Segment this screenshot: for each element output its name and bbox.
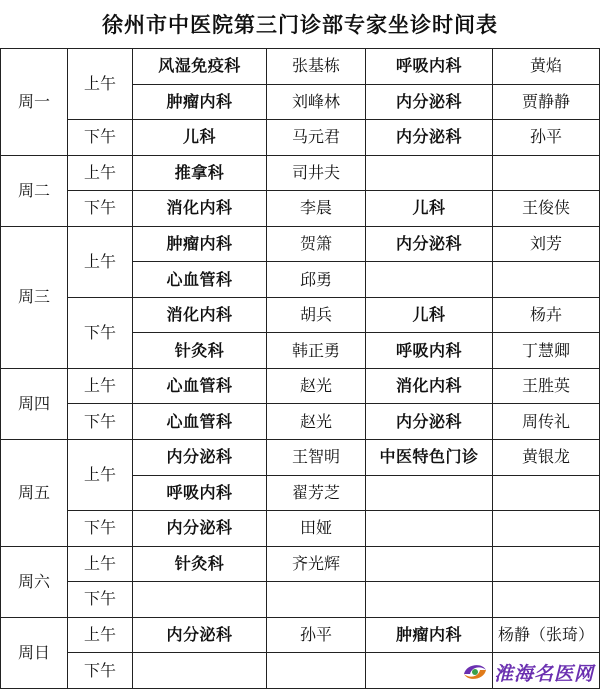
- table-row: [1, 226, 600, 262]
- period-cell: 上午: [68, 617, 133, 653]
- doctor-cell: 黄焰: [493, 49, 600, 85]
- table-row: [1, 546, 600, 582]
- department-cell: [366, 262, 493, 298]
- doctor-cell: 张基栋: [267, 49, 366, 85]
- day-cell: 周二: [1, 155, 68, 226]
- department-cell: 内分泌科: [133, 617, 267, 653]
- doctor-cell: 贺箫: [267, 226, 366, 262]
- period-cell: 下午: [68, 653, 133, 689]
- day-cell: 周日: [1, 617, 68, 688]
- department-cell: 肿瘤内科: [133, 226, 267, 262]
- day-cell: 周六: [1, 546, 68, 617]
- table-row: [1, 368, 600, 404]
- department-cell: [133, 653, 267, 689]
- period-cell: 下午: [68, 297, 133, 368]
- doctor-cell: [493, 155, 600, 191]
- doctor-cell: 王智明: [267, 440, 366, 476]
- period-cell: 下午: [68, 120, 133, 156]
- doctor-cell: 田娅: [267, 511, 366, 547]
- period-cell: 上午: [68, 440, 133, 511]
- day-cell: 周三: [1, 226, 68, 368]
- period-cell: 下午: [68, 404, 133, 440]
- doctor-cell: [267, 653, 366, 689]
- period-cell: 上午: [68, 368, 133, 404]
- doctor-cell: 孙平: [267, 617, 366, 653]
- doctor-cell: 周传礼: [493, 404, 600, 440]
- doctor-cell: 刘峰林: [267, 84, 366, 120]
- period-cell: 下午: [68, 191, 133, 227]
- department-cell: 肿瘤内科: [366, 617, 493, 653]
- doctor-cell: 齐光辉: [267, 546, 366, 582]
- department-cell: 内分泌科: [366, 84, 493, 120]
- department-cell: 儿科: [366, 191, 493, 227]
- period-cell: 上午: [68, 226, 133, 297]
- department-cell: 肿瘤内科: [133, 84, 267, 120]
- department-cell: [366, 546, 493, 582]
- page-title: 徐州市中医院第三门诊部专家坐诊时间表: [102, 12, 498, 37]
- doctor-cell: 丁慧卿: [493, 333, 600, 369]
- table-row: [1, 404, 600, 440]
- watermark: [460, 657, 594, 687]
- doctor-cell: 司井夫: [267, 155, 366, 191]
- department-cell: 消化内科: [133, 297, 267, 333]
- table-row: [1, 155, 600, 191]
- department-cell: 内分泌科: [366, 404, 493, 440]
- department-cell: 消化内科: [366, 368, 493, 404]
- table-row: [1, 617, 600, 653]
- doctor-cell: 黄银龙: [493, 440, 600, 476]
- department-cell: [133, 582, 267, 618]
- period-cell: 下午: [68, 582, 133, 618]
- doctor-cell: [493, 511, 600, 547]
- doctor-cell: 李晨: [267, 191, 366, 227]
- schedule-body: [1, 49, 600, 689]
- table-row: [1, 440, 600, 476]
- department-cell: 呼吸内科: [366, 333, 493, 369]
- department-cell: [366, 582, 493, 618]
- doctor-cell: 贾静静: [493, 84, 600, 120]
- department-cell: 儿科: [366, 297, 493, 333]
- department-cell: 心血管科: [133, 404, 267, 440]
- department-cell: 中医特色门诊: [366, 440, 493, 476]
- doctor-cell: [267, 582, 366, 618]
- department-cell: 内分泌科: [366, 120, 493, 156]
- table-row: [1, 191, 600, 227]
- period-cell: 上午: [68, 49, 133, 120]
- department-cell: [366, 475, 493, 511]
- schedule-table: [0, 48, 600, 689]
- department-cell: 心血管科: [133, 368, 267, 404]
- doctor-cell: 赵光: [267, 368, 366, 404]
- doctor-cell: 王俊侠: [493, 191, 600, 227]
- doctor-cell: [493, 582, 600, 618]
- department-cell: 针灸科: [133, 333, 267, 369]
- department-cell: 心血管科: [133, 262, 267, 298]
- doctor-cell: 邱勇: [267, 262, 366, 298]
- table-row: [1, 49, 600, 85]
- doctor-cell: 杨卉: [493, 297, 600, 333]
- department-cell: 内分泌科: [133, 511, 267, 547]
- day-cell: 周一: [1, 49, 68, 156]
- period-cell: 上午: [68, 546, 133, 582]
- department-cell: 呼吸内科: [366, 49, 493, 85]
- doctor-cell: [493, 475, 600, 511]
- table-row: [1, 582, 600, 618]
- doctor-cell: 孙平: [493, 120, 600, 156]
- swirl-logo-icon: [460, 660, 490, 684]
- department-cell: 消化内科: [133, 191, 267, 227]
- doctor-cell: 王胜英: [493, 368, 600, 404]
- department-cell: 内分泌科: [366, 226, 493, 262]
- table-row: [1, 297, 600, 333]
- doctor-cell: 赵光: [267, 404, 366, 440]
- day-cell: 周五: [1, 440, 68, 547]
- period-cell: 上午: [68, 155, 133, 191]
- period-cell: 下午: [68, 511, 133, 547]
- department-cell: 针灸科: [133, 546, 267, 582]
- doctor-cell: 刘芳: [493, 226, 600, 262]
- day-cell: 周四: [1, 368, 68, 439]
- department-cell: 儿科: [133, 120, 267, 156]
- department-cell: 呼吸内科: [133, 475, 267, 511]
- doctor-cell: [493, 262, 600, 298]
- department-cell: [366, 511, 493, 547]
- doctor-cell: 杨静（张琦）: [493, 617, 600, 653]
- doctor-cell: [493, 546, 600, 582]
- department-cell: 风湿免疫科: [133, 49, 267, 85]
- table-row: [1, 511, 600, 547]
- doctor-cell: 韩正勇: [267, 333, 366, 369]
- doctor-cell: 胡兵: [267, 297, 366, 333]
- doctor-cell: 马元君: [267, 120, 366, 156]
- watermark-text: 淮海名医网: [493, 662, 594, 685]
- doctor-cell: 翟芳芝: [267, 475, 366, 511]
- department-cell: 内分泌科: [133, 440, 267, 476]
- department-cell: 推拿科: [133, 155, 267, 191]
- department-cell: [366, 155, 493, 191]
- table-row: [1, 120, 600, 156]
